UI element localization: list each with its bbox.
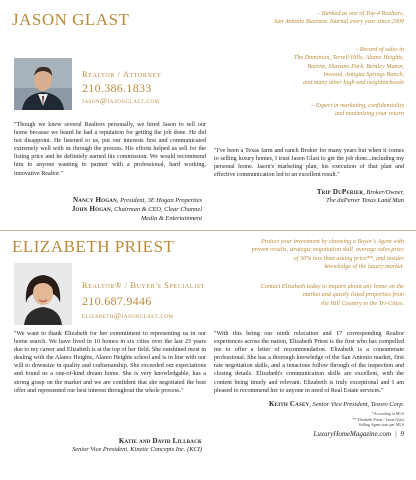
protect-line-4: knowledge of the luxury market. xyxy=(324,262,404,270)
section-divider xyxy=(0,230,416,231)
agent1-signature-right xyxy=(214,188,404,206)
agent2-signature-right xyxy=(214,400,404,409)
ranking-line-2: San Antonio Business Journal every year since 2009 xyxy=(274,18,404,26)
sig-role-john: , Chairman & CEO, Clear Channel xyxy=(110,206,202,214)
agent2-email[interactable]: elizabeth@jasonglast.com xyxy=(82,311,174,320)
agent1-title: Realtor / Attorney xyxy=(82,69,162,79)
expertise-line-1: – Expert in marketing, confidentiality xyxy=(311,102,404,109)
areas-line-5: and many other high-end neighborhoods xyxy=(303,79,404,87)
agent2-testimonial-right: "With this being our ninth relocation and 17 corresponding Realtor experiences across the nation, Elizabeth Priest is the first who has compelled me to offer a letter of recommendation. Elizabeth is a consummate professional. She has a thorough knowledge of the San Antonio market, first rate negotiation skills, and a tenacious follow through of the inspection and closing details. Elizabeth's communication skills are excellent, with the content being timely and relevant. Elizabeth is truly exceptional and I am pleased to recommend her to anyone in need of Real Estate services." xyxy=(214,331,404,394)
agent1-testimonial-left: "Though we knew several Realtors personally, we hired Jason to sell our home because we heard he had a reputation for getting the job done. He did not disappoint. He listened to us, put our interests first and communicated extremely well with us through the process. His efforts helped us sell for the listing price and he definitely earned his commission. We would recommend him to anyone wanting to partner with a professional, hard working, innovative Realtor." xyxy=(14,122,206,177)
page-number: 9 xyxy=(400,430,404,438)
footnotes xyxy=(284,411,404,428)
agent2-name: ELIZABETH PRIEST xyxy=(12,237,175,256)
areas-line-3: Boerne, Shavano Park, Bentley Manor, xyxy=(307,62,404,70)
sig-name-john: John Hogan xyxy=(71,205,111,214)
footnote-2: ** Elizabeth Priest / Jason Glast xyxy=(352,416,404,422)
sig-role-lillback: Senior Vice President, Kinetic Concepts Inc. (KCI) xyxy=(72,446,202,454)
protect-line-1: Protect your investment by choosing a Buyer's Agent with xyxy=(261,238,404,245)
sig-role-nancy: , President, 3E Hogan Properties xyxy=(116,197,202,204)
agent1-signature-left xyxy=(14,196,202,223)
agent2-signature-left xyxy=(14,437,202,455)
contact-line-3: the Hill Country to the Tri-Cities. xyxy=(321,299,404,307)
page-footer xyxy=(313,430,404,438)
ranking-line-1: – Ranked as one of Top-4 Realtors, xyxy=(317,10,404,17)
footer-site[interactable]: LuxuryHomeMagazine.com xyxy=(313,430,392,438)
agent1-name: JASON GLAST xyxy=(12,10,130,29)
protect-line-2: proven results, strategic negotiation skill, average sales price xyxy=(251,246,404,254)
agent2-contact xyxy=(194,283,404,308)
agent1-phone[interactable]: 210.386.1833 xyxy=(82,81,152,95)
sig-name-lillback: Katie and David Lillback xyxy=(118,437,202,445)
areas-line-1: – Record of sales in xyxy=(355,46,404,53)
agent2-phone[interactable]: 210.687.9446 xyxy=(82,294,152,308)
sig-name-nancy: Nancy Hogan xyxy=(73,196,117,204)
sig-role-trip: , Broker/Owner, xyxy=(363,189,404,196)
agent1-photo xyxy=(14,58,72,110)
protect-line-3: of 30% less than asking price**, and insider xyxy=(293,254,404,262)
agent2-testimonial-left: "We want to thank Elizabeth for her commitment to representing us in our home search. We have lived in 10 homes in six cities over the last 23 years due to my career and Elizabeth is at the top of her field. She outshined most in dealing with the Alamo Heights, Alamo Heights school and is in line with our will to downsize in quality and craftsmanship. She exceeded our expectations and found us a one-of-kind dream home. She is very knowledgable, has a strong grasp on the market and we are confident that she negotiated the best offer and represented our best interest throughout the whole process." xyxy=(14,331,206,394)
sig-name-trip: Trip DuPerier xyxy=(316,188,364,196)
agent1-expertise xyxy=(204,102,404,119)
footnote-1: *According to MLS xyxy=(371,411,404,416)
agent1-areas xyxy=(204,46,404,87)
agent1-testimonial-right: "I've been a Texas farm and ranch Broker for many years but when it comes to selling luxury homes, I trust Jason Glast to get the job done...including my personal home. Jason's marketing plan, his execution of that plan and effective communication led to an excellent result." xyxy=(214,148,404,179)
contact-line-1: Contact Elizabeth today to inquire about any home on the xyxy=(260,283,404,290)
areas-line-4: Inwood, Antigua Springs Ranch, xyxy=(323,70,404,78)
agent2-title: Realtor® / Buyer's Specialist xyxy=(82,280,205,290)
sig-role-casey: , Senior Vice President, Tesoro Corp. xyxy=(309,401,404,408)
contact-line-2: market and quietly listed properties from xyxy=(302,291,404,299)
agent2-photo xyxy=(14,263,72,325)
agent1-email[interactable]: jason@jasonglast.com xyxy=(82,96,160,105)
sig-role-trip-2: The duPerier Texas Land Man xyxy=(326,197,404,205)
sig-name-casey: Keith Casey xyxy=(269,400,310,408)
expertise-line-2: and maximizing your return xyxy=(334,110,404,118)
footer-separator: | xyxy=(394,430,397,438)
footnote-3: Selling Agent stats per MLS xyxy=(358,422,404,427)
agent2-protect xyxy=(194,238,404,271)
areas-line-2: The Dominion, Terrell Hills, Alamo Heights, xyxy=(293,54,404,62)
agent1-ranking xyxy=(204,10,404,27)
sig-role-john-2: Media & Entertainment xyxy=(140,214,202,222)
